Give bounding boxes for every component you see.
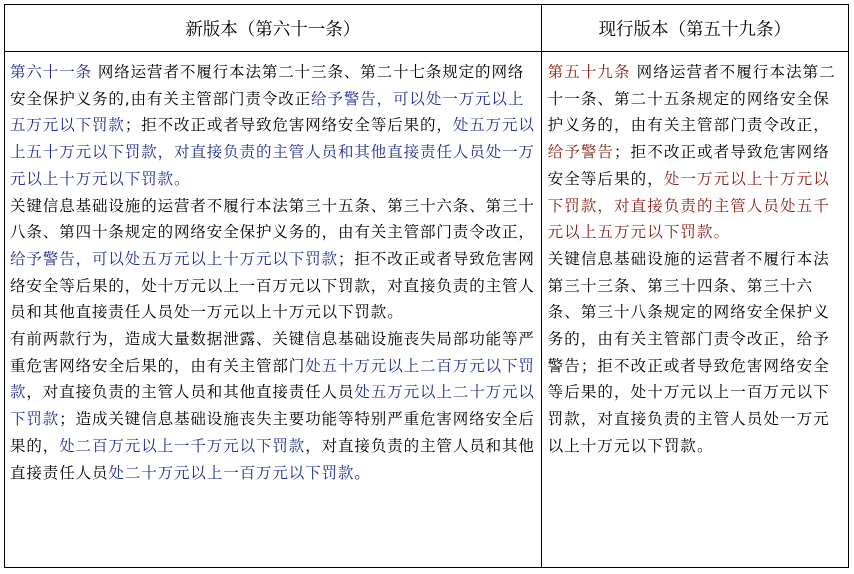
new-article-paragraph-3: 有前两款行为，造成大量数据泄露、关键信息基础设施丧失局部功能等严重危害网络安全后果的，由有关主管部门处五十万元以上二百万元以下罚款，对直接负责的主管人员和其他直接责任人员处五万元以上二十万元以下罚款；造成关键信息基础设施丧失主要功能等特别严重危害网络安全后果的，处二百万元以上一千万元以下罚款，对直接负责的主管人员和其他直接责任人员处二十万元以上一百万元以下罚款。	[10, 330, 535, 482]
new-article-paragraph-2: 关键信息基础设施的运营者不履行本法第三十五条、第三十六条、第三十八条、第四十条规定的网络安全保护义务的，由有关主管部门责令改正，给予警告，可以处五万元以上十万元以下罚款；拒不改正或者导致危害网络安全等后果的，处十万元以上一百万元以下罚款，对直接负责的主管人员和其他直接责任人员处一万元以上十万元以下罚款。	[10, 196, 535, 322]
current-article-number: 第五十九条	[547, 63, 631, 81]
content-row	[5, 52, 849, 568]
new-article-paragraph-1: 第六十一条 网络运营者不履行本法第二十三条、第二十七条规定的网络安全保护义务的,由有关主管部门责令改正给予警告，可以处一万元以上五万元以下罚款；拒不改正或者导致危害网络安全等后果的，处五万元以上五十万元以下罚款，对直接负责的主管人员和其他直接责任人员处一万元以上十万元以下罚款。	[10, 63, 535, 188]
current-article-paragraph-2: 关键信息基础设施的运营者不履行本法第三十三条、第三十四条、第三十六条、第三十八条规定的网络安全保护义务的，由有关主管部门责令改正，给予警告；拒不改正或者导致危害网络安全等后果的，处十万元以上一百万元以下罚款，对直接负责的主管人员处一万元以上十万元以下罚款。	[547, 249, 830, 455]
current-article-paragraph-1: 第五十九条 网络运营者不履行本法第二十一条、第二十五条规定的网络安全保护义务的，由有关主管部门责令改正，给予警告；拒不改正或者导致危害网络安全等后果的，处一万元以上十万元以下罚款，对直接负责的主管人员处五千元以上五万元以下罚款。	[547, 63, 836, 242]
header-row	[5, 5, 849, 52]
new-article-number: 第六十一条	[10, 63, 93, 81]
new-version-header: 新版本（第六十一条）	[5, 5, 542, 52]
current-version-header: 现行版本（第五十九条）	[541, 5, 848, 52]
comparison-table	[4, 4, 849, 568]
current-version-cell	[541, 52, 848, 568]
new-version-cell	[5, 52, 542, 568]
